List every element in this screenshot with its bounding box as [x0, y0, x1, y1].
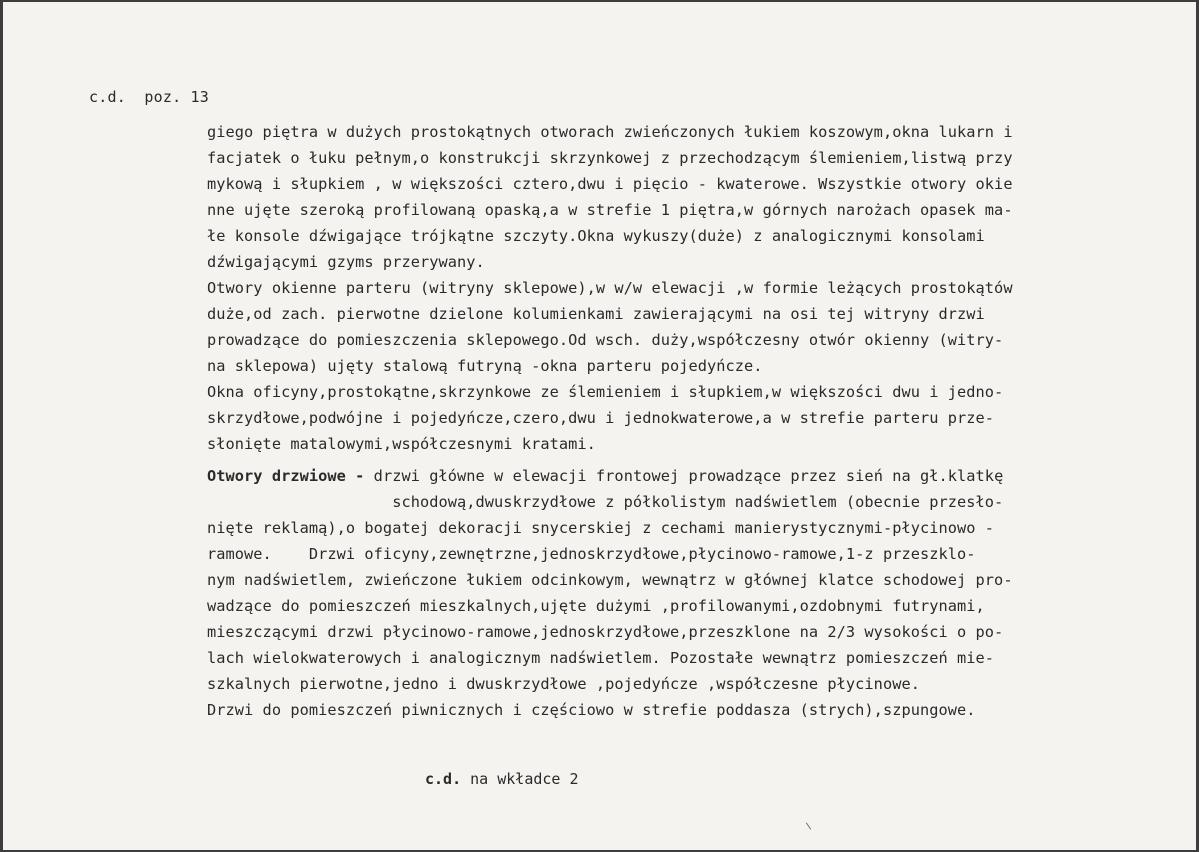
text-line: prowadzące do pomieszczenia sklepowego.Od wsch. duży,współczesny otwór okienny (witry-	[207, 331, 1004, 349]
text-line: schodową,dwuskrzydłowe z półkolistym nadświetlem (obecnie przesło-	[207, 493, 1004, 511]
text-line: wadzące do pomieszczeń mieszkalnych,ujęte dużymi ,profilowanymi,ozdobnymi futrynami,	[207, 597, 985, 615]
text-line: słonięte matalowymi,współczesnymi kratami.	[207, 435, 596, 453]
text-line: mieszczącymi drzwi płycinowo-ramowe,jednoskrzydłowe,przeszklone na 2/3 wysokości o po-	[207, 623, 1004, 641]
text-line: nięte reklamą),o bogatej dekoracji snycerskiej z cechami manierystycznymi-płycinowo -	[207, 519, 995, 537]
text-line: ramowe. Drzwi oficyny,zewnętrzne,jednoskrzydłowe,płycinowo-ramowe,1-z przeszklo-	[207, 545, 976, 563]
text-line: Drzwi do pomieszczeń piwnicznych i częściowo w strefie poddasza (strych),szpungowe.	[207, 701, 976, 719]
text-line: nne ujęte szeroką profilowaną opaską,a w strefie 1 piętra,w górnych narożach opasek ma-	[207, 201, 1013, 219]
continuation-prefix: c.d.	[425, 770, 462, 788]
text-line: lach wielokwaterowych i analogicznym nadświetlem. Pozostałe wewnątrz pomieszczeń mie-	[207, 649, 995, 667]
text-line: mykową i słupkiem , w większości cztero,dwu i pięcio - kwaterowe. Wszystkie otwory okie	[207, 175, 1013, 193]
doors-first-line	[207, 466, 1003, 486]
doors-first-line-text: drzwi główne w elewacji frontowej prowadzące przez sień na gł.klatkę	[364, 467, 1004, 485]
page-reference: c.d. poz. 13	[89, 88, 209, 106]
text-line: skrzydłowe,podwójne i pojedyńcze,czero,dwu i jednokwaterowe,a w strefie parteru prze-	[207, 409, 995, 427]
text-line: łe konsole dźwigające trójkątne szczyty.Okna wykuszy(duże) z analogicznymi konsolami	[207, 227, 985, 245]
text-line: nym nadświetlem, zwieńczone łukiem odcinkowym, wewnątrz w głównej klatce schodowej pro-	[207, 571, 1013, 589]
pencil-mark	[806, 822, 811, 829]
text-line: Otwory okienne parteru (witryny sklepowe),w w/w elewacji ,w formie leżących prostokątów	[207, 279, 1013, 297]
continuation-text: na wkładce 2	[461, 770, 579, 788]
text-line: facjatek o łuku pełnym,o konstrukcji skrzynkowej z przechodzącym ślemieniem,listwą przy	[207, 149, 1013, 167]
text-line: duże,od zach. pierwotne dzielone kolumienkami zawierającymi na osi tej witryny drzwi	[207, 305, 985, 323]
text-line: szkalnych pierwotne,jedno i dwuskrzydłowe ,pojedyńcze ,współczesne płycinowe.	[207, 675, 920, 693]
text-line: giego piętra w dużych prostokątnych otworach zwieńczonych łukiem koszowym,okna lukarn i	[207, 123, 1013, 141]
continuation-note	[425, 770, 579, 788]
text-line: na sklepowa) ujęty stalową futryną -okna parteru pojedyńcze.	[207, 357, 763, 375]
text-line: dźwigającymi gzyms przerywany.	[207, 253, 485, 271]
section-heading: Otwory drzwiowe -	[207, 467, 365, 485]
document-page	[3, 2, 1196, 850]
text-line: Okna oficyny,prostokątne,skrzynkowe ze ślemieniem i słupkiem,w większości dwu i jedno-	[207, 383, 1004, 401]
